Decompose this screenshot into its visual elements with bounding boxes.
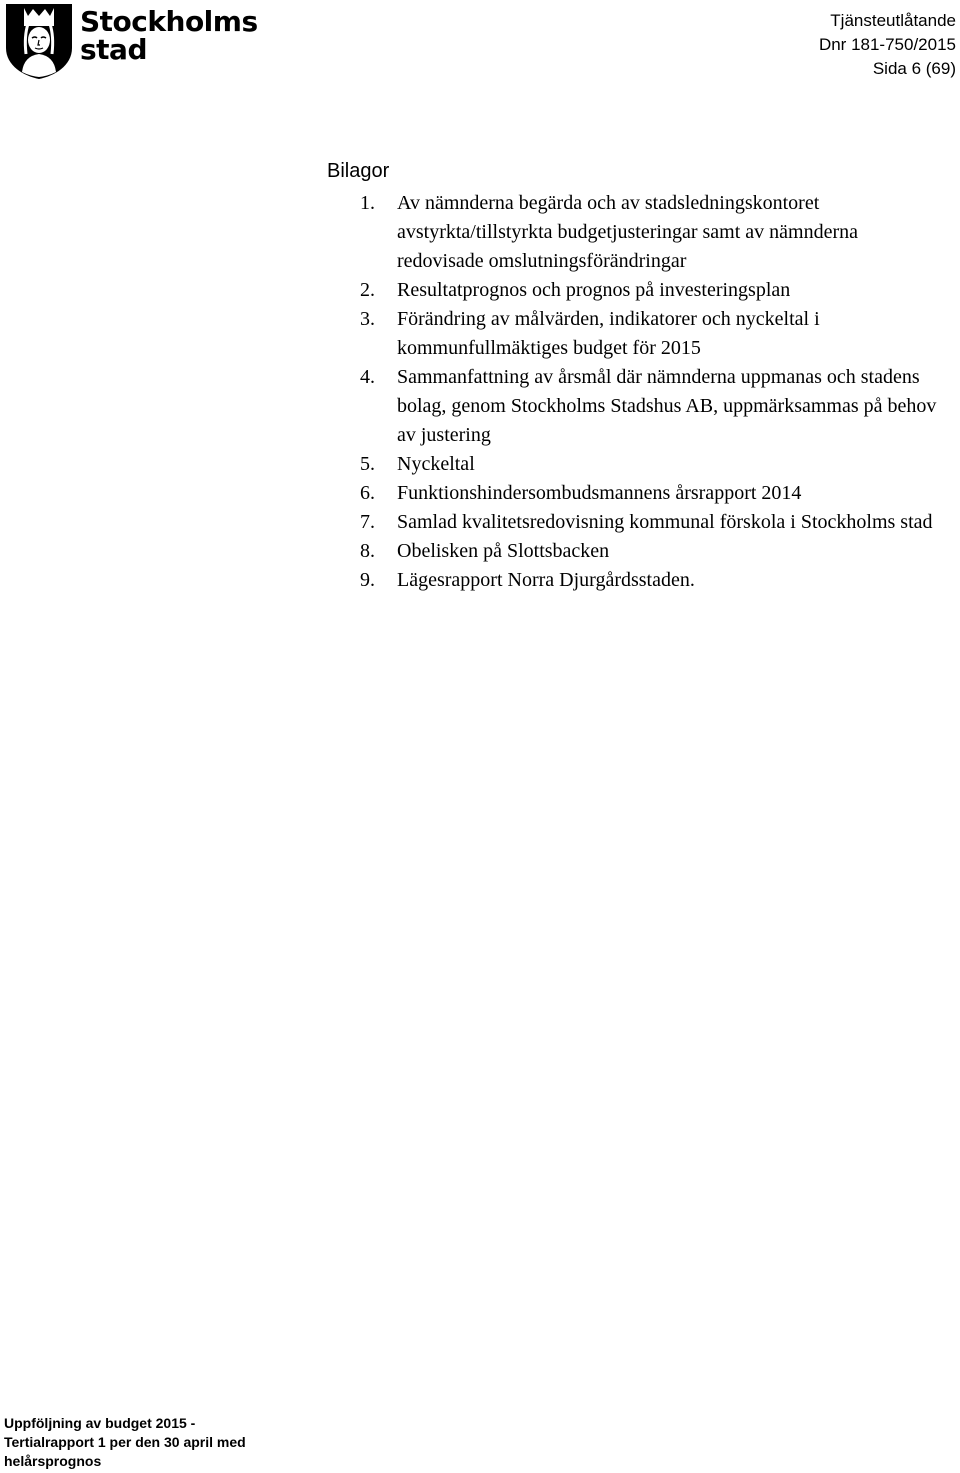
attachment-item	[327, 566, 947, 595]
attachment-number: 5.	[360, 453, 375, 475]
footer-line-3: helårsprognos	[4, 1453, 102, 1469]
attachment-number: 4.	[360, 366, 375, 388]
attachments-list	[327, 189, 947, 595]
logo-line-1: Stockholms	[80, 5, 258, 38]
attachment-text: Funktionshindersombudsmannens årsrapport 2014	[397, 482, 802, 504]
document-number: Dnr 181-750/2015	[818, 35, 956, 54]
attachment-item	[327, 363, 947, 450]
attachment-item	[327, 276, 947, 305]
attachment-text: Förändring av målvärden, indikatorer och nyckeltal i kommunfullmäktiges budget för 2015	[397, 308, 820, 359]
attachment-text: Lägesrapport Norra Djurgårdsstaden.	[397, 569, 695, 591]
attachment-number: 1.	[360, 192, 375, 214]
attachment-number: 6.	[360, 482, 375, 504]
attachment-text: Obelisken på Slottsbacken	[397, 540, 610, 562]
attachment-number: 9.	[360, 569, 375, 591]
attachment-text: Sammanfattning av årsmål där nämnderna uppmanas och stadens bolag, genom Stockholms Stadshus AB, uppmärksammas på behov av justering	[397, 366, 937, 446]
stockholms-stad-logo	[4, 2, 258, 80]
crest-icon	[4, 2, 74, 80]
attachment-item	[327, 479, 947, 508]
attachment-number: 3.	[360, 308, 375, 330]
attachment-item	[327, 189, 947, 276]
attachment-text: Nyckeltal	[397, 453, 475, 475]
attachment-item	[327, 305, 947, 363]
logo-line-2: stad	[80, 33, 147, 66]
document-type: Tjänsteutlåtande	[830, 11, 956, 30]
attachment-text: Resultatprognos och prognos på investeringsplan	[397, 279, 791, 301]
footer-line-2: Tertialrapport 1 per den 30 april med	[4, 1434, 246, 1450]
logo-wordmark	[80, 5, 258, 66]
page-number: Sida 6 (69)	[872, 59, 956, 78]
document-footer	[4, 1414, 246, 1471]
attachments-heading: Bilagor	[327, 160, 390, 182]
attachment-number: 7.	[360, 511, 375, 533]
attachment-text: Av nämnderna begärda och av stadsledningskontoret avstyrkta/tillstyrkta budgetjusteringar samt av nämnderna redovisade omslutningsförändringar	[397, 192, 858, 272]
footer-line-1: Uppföljning av budget 2015 -	[4, 1415, 196, 1431]
attachment-item	[327, 450, 947, 479]
attachment-item	[327, 508, 947, 537]
attachment-text: Samlad kvalitetsredovisning kommunal förskola i Stockholms stad	[397, 511, 933, 533]
attachment-number: 2.	[360, 279, 375, 301]
document-header	[819, 9, 956, 81]
attachment-number: 8.	[360, 540, 375, 562]
attachment-item	[327, 537, 947, 566]
